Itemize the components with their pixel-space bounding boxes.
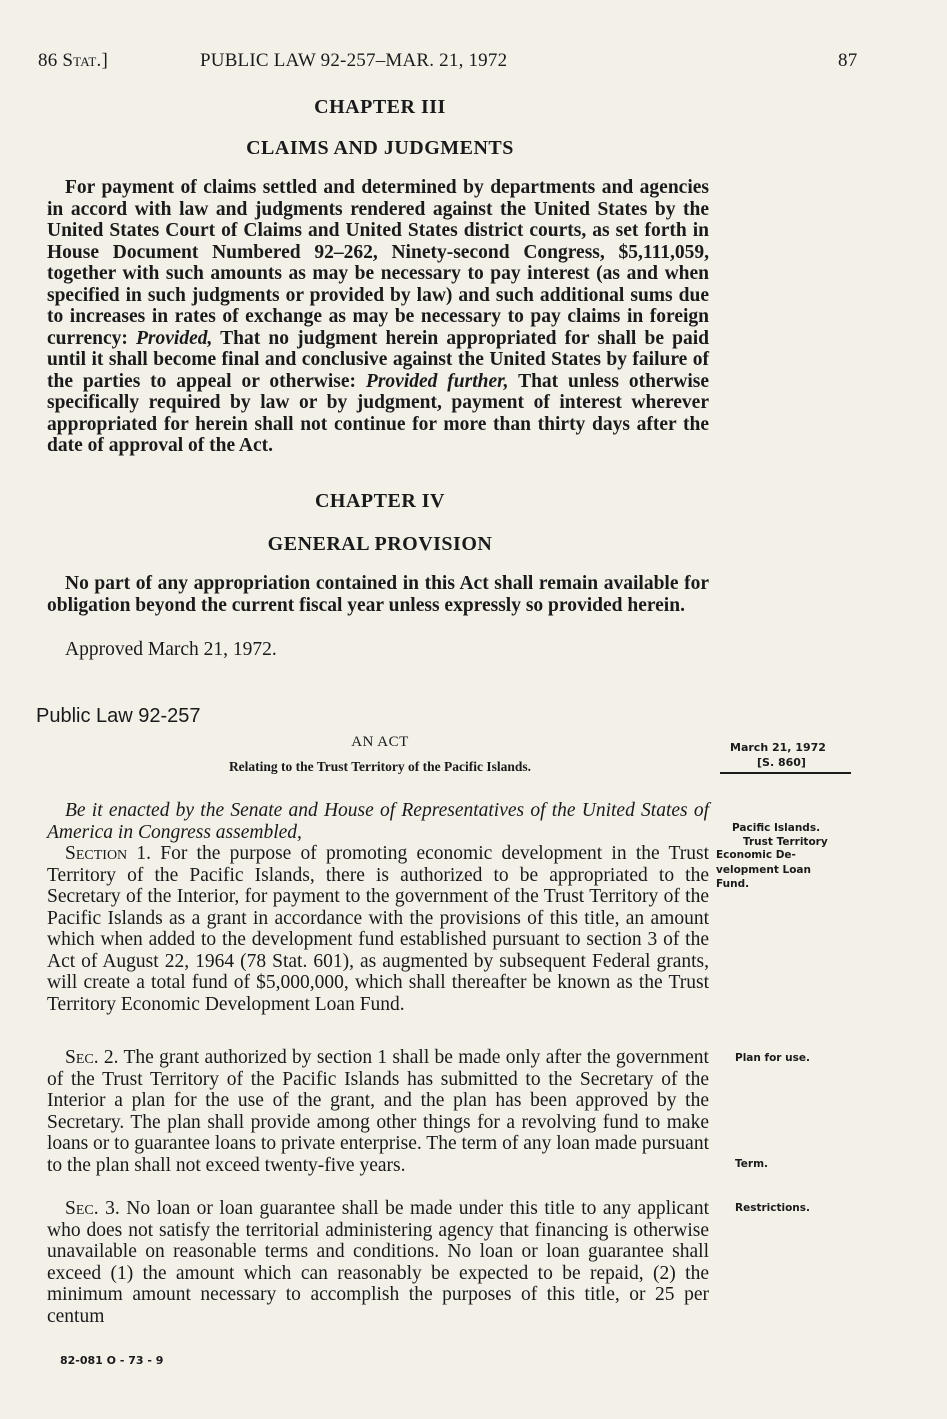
margin-rule <box>720 772 851 774</box>
chapter-4-heading: CHAPTER IV <box>314 490 445 512</box>
section-2: Sec. 2. The grant authorized by section 1 shall be made only after the government of the Trust Territory of the Pacific Islands has submitted to the Secretary of the Interior a plan for the use of the grant, and the plan has been approved by the Secretary. The plan shall provide among other things for a revolving fund to make loans or to guarantee loans to private enterprise. The term of any loan made pursuant to the plan shall not exceed twenty-five years. <box>47 1047 709 1176</box>
section-1-label: Section 1. <box>65 843 152 864</box>
chapter-4-subheading: GENERAL PROVISION <box>267 533 493 555</box>
approval-date: Approved March 21, 1972. <box>65 639 277 660</box>
section-2-label: Sec. 2. <box>65 1047 119 1068</box>
print-code-footer: 82-081 O - 73 - 9 <box>60 1354 164 1367</box>
stat-label: Stat. <box>62 50 102 71</box>
margin-note-restrictions: Restrictions. <box>735 1202 811 1214</box>
chapter-3-paragraph: For payment of claims settled and determined by departments and agencies in accord with law and judgments rendered against the United States by the United States Court of Claims and United States district courts, as set forth in House Document Numbered 92–262, Ninety-second Congress, $5,111,059, together with such amounts as may be necessary to pay interest (as and when specified in such judgments or provided by law) and such additional sums due to increases in rates of exchange as may be necessary to pay claims in foreign currency: Provided, That no judgment herein appropriated for shall be paid until it shall become final and conclusive against the United States by failure of the parties to appeal or otherwise: Provided further, That unless otherwise specifically required by law or by judgment, payment of interest wherever appropriated for herein shall not continue for more than thirty days after the date of approval of the Act. <box>47 177 710 456</box>
running-head-left: 86 Stat.] <box>38 50 108 71</box>
margin-bill-note: [S. 860] <box>757 756 806 769</box>
section-3-label: Sec. 3. <box>65 1198 120 1219</box>
running-head-title: PUBLIC LAW 92-257–MAR. 21, 1972 <box>200 50 508 71</box>
chapter-3-subheading: CLAIMS AND JUDGMENTS <box>246 137 514 159</box>
page-number: 87 <box>838 50 858 71</box>
an-act-heading: AN ACT <box>351 734 409 750</box>
margin-note-economic-development: Economic De- <box>716 849 796 861</box>
chapter-4-paragraph: No part of any appropriation contained in this Act shall remain available for obligation beyond the current fiscal year unless expressly so provided herein. <box>47 573 709 616</box>
public-law-label: Public Law 92-257 <box>36 705 201 727</box>
section-3: Sec. 3. No loan or loan guarantee shall be made under this title to any applicant who does not satisfy the territorial administering agency that financing is otherwise unavailable on reasonable terms and conditions. No loan or loan guarantee shall exceed (1) the amount which can reasonably be expected to be repaid, (2) the minimum amount necessary to accomplish the purposes of this title, or 25 per centum <box>47 1198 709 1327</box>
margin-note-loan: velopment Loan <box>716 864 811 876</box>
margin-note-pacific-islands: Pacific Islands. <box>732 822 821 834</box>
enacting-clause: Be it enacted by the Senate and House of Representatives of the United States of America in Congress assembled, <box>47 800 709 843</box>
chapter-3-heading: CHAPTER III <box>314 96 446 118</box>
section-1: Section 1. For the purpose of promoting economic development in the Trust Territory of the Pacific Islands, there is authorized to be appropriated to the Secretary of the Interior, for payment to the government of the Trust Territory of the Pacific Islands as a grant in accordance with the provisions of this title, an amount which when added to the development fund established pursuant to section 3 of the Act of August 22, 1964 (78 Stat. 601), as augmented by subsequent Federal grants, will create a total fund of $5,000,000, which shall thereafter be known as the Trust Territory Economic Development Loan Fund. <box>47 843 709 1015</box>
margin-note-trust-territory: Trust Territory <box>743 836 828 848</box>
act-subtitle: Relating to the Trust Territory of the Pacific Islands. <box>228 759 532 774</box>
margin-note-plan: Plan for use. <box>735 1052 810 1064</box>
margin-date-note: March 21, 1972 <box>730 741 826 754</box>
margin-note-term: Term. <box>735 1158 768 1170</box>
margin-note-fund: Fund. <box>716 878 750 890</box>
volume-number: 86 <box>38 50 58 71</box>
